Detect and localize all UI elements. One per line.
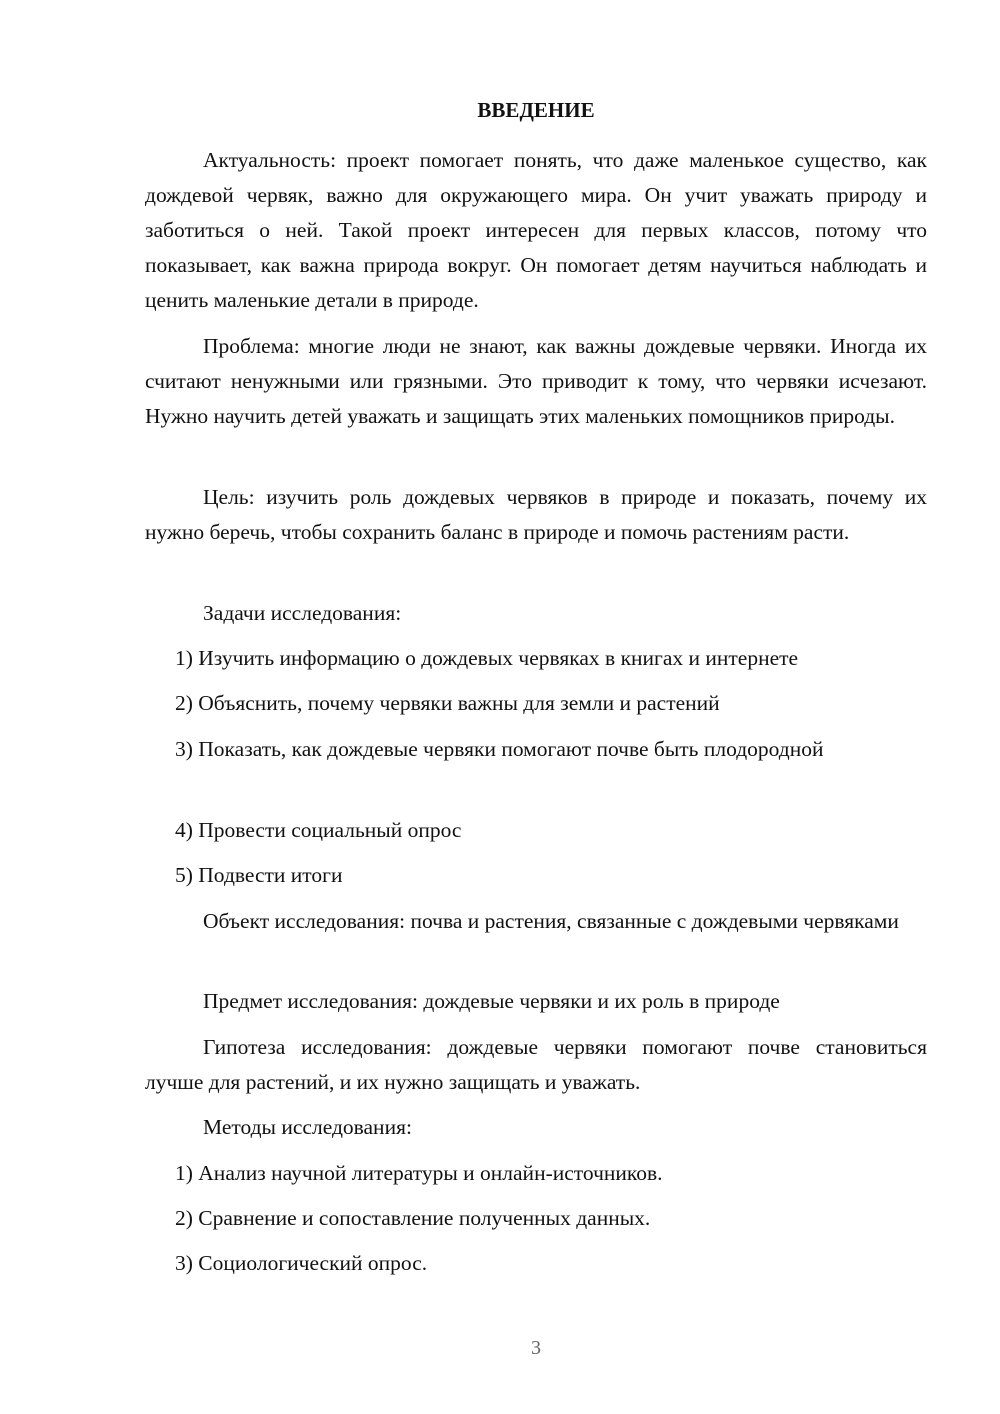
methods-label: Методы исследования: [203,1115,412,1139]
relevance-paragraph: Актуальность: проект помогает понять, что даже маленькое существо, как дождевой червяк, важно для окружающего мира. Он учит уважать природу и заботиться о ней. Такой проект интересен для первых классов, потому что показывает, как важна природа вокруг. Он помогает детям научиться наблюдать и ценить маленькие детали в природе. [145,148,927,312]
task-item-3: 3) Показать, как дождевые червяки помогают почве быть плодородной [175,737,824,761]
method-item-2: 2) Сравнение и сопоставление полученных данных. [175,1206,651,1230]
tasks-label: Задачи исследования: [203,601,402,625]
page-number: 3 [531,1337,541,1359]
method-item-1: 1) Анализ научной литературы и онлайн-источников. [175,1161,663,1185]
goal-paragraph: Цель: изучить роль дождевых червяков в природе и показать, почему их нужно беречь, чтобы сохранить баланс в природе и помочь растениям расти. [145,485,927,544]
object-paragraph: Объект исследования: почва и растения, связанные с дождевыми червяками [203,909,899,933]
task-item-2: 2) Объяснить, почему червяки важны для земли и растений [175,691,720,715]
method-item-3: 3) Социологический опрос. [175,1251,428,1275]
problem-paragraph: Проблема: многие люди не знают, как важны дождевые червяки. Иногда их считают ненужными или грязными. Это приводит к тому, что червяки исчезают. Нужно научить детей уважать и защищать этих маленьких помощников природы. [145,334,927,428]
section-heading: ВВЕДЕНИЕ [477,98,595,122]
task-item-1: 1) Изучить информацию о дождевых червяках в книгах и интернете [175,646,799,670]
subject-paragraph: Предмет исследования: дождевые червяки и их роль в природе [203,989,780,1013]
task-item-4: 4) Провести социальный опрос [175,818,462,842]
task-item-5: 5) Подвести итоги [175,863,343,887]
hypothesis-paragraph: Гипотеза исследования: дождевые червяки помогают почве становиться лучше для растений, и их нужно защищать и уважать. [145,1035,927,1094]
